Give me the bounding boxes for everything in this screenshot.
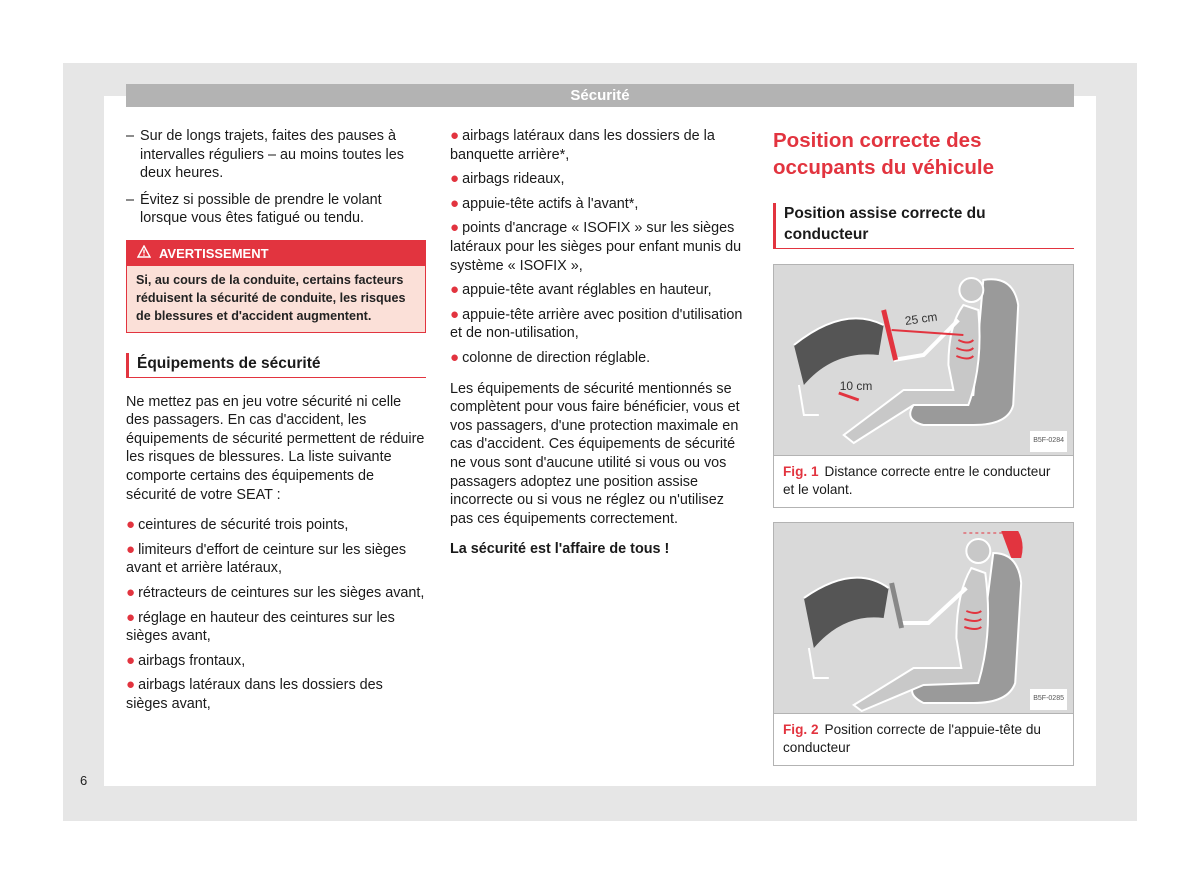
page-title: Position correcte des occupants du véhicule: [773, 129, 994, 179]
list-item: ● colonne de direction réglable.: [450, 348, 651, 366]
warning-title: AVERTISSEMENT: [159, 245, 269, 261]
column-right: [773, 127, 1074, 780]
page-number: 6: [80, 773, 88, 788]
list-item: ● points d'ancrage « ISOFIX » sur les sièges latéraux pour les sièges pour enfant munis du système « ISOFIX »,: [450, 219, 742, 274]
column-middle: [450, 127, 748, 571]
driver-distance-illustration: [774, 265, 1073, 456]
list-item: – Sur de longs trajets, faites des pauses à intervalles réguliers – au moins toutes les deux heures.: [126, 128, 404, 182]
bullet-icon: ●: [450, 170, 460, 188]
bullet-icon: ●: [126, 676, 136, 694]
measure-label: 25 cm: [904, 309, 939, 328]
headrest-illustration: [774, 523, 1073, 714]
list-item: ● limiteurs d'effort de ceinture sur les sièges avant et arrière latéraux,: [126, 540, 407, 577]
bullet-icon: ●: [450, 281, 460, 299]
column-left: [126, 127, 426, 719]
list-item: ● réglage en hauteur des ceintures sur les sièges avant,: [126, 608, 395, 645]
closing-statement: La sécurité est l'affaire de tous !: [450, 541, 670, 558]
figure-number: Fig. 2: [783, 722, 819, 737]
section-heading: Position assise correcte du conducteur: [773, 203, 1074, 249]
warning-box: [126, 240, 426, 333]
warning-text: Si, au cours de la conduite, certains facteurs réduisent la sécurité de conduite, les risques de blessures et d'accident augmentent.: [127, 266, 425, 332]
list-item: ● appuie-tête arrière avec position d'utilisation et de non-utilisation,: [450, 305, 743, 342]
list-item: ● rétracteurs de ceintures sur les sièges avant,: [126, 583, 425, 601]
bullet-icon: ●: [450, 305, 460, 323]
list-item: – Évitez si possible de prendre le volant lorsque vous êtes fatigué ou tendu.: [126, 191, 382, 227]
figure-2: [773, 522, 1074, 766]
list-item: ● airbags latéraux dans les dossiers de la banquette arrière*,: [450, 127, 715, 163]
bullet-icon: ●: [450, 219, 460, 237]
bullet-icon: ●: [450, 194, 460, 212]
list-item: ● airbags latéraux dans les dossiers des sièges avant,: [126, 676, 383, 712]
list-item: ● ceintures de sécurité trois points,: [126, 516, 349, 534]
bullet-icon: ●: [126, 651, 136, 669]
intro-paragraph: Ne mettez pas en jeu votre sécurité ni celle des passagers. En cas d'accident, les équipements de sécurité permettent de réduire les risques de blessures. La liste suivante comporte certains des équipements de sécurité de votre SEAT :: [126, 393, 425, 503]
warning-triangle-icon: [137, 241, 151, 266]
measure-label: 10 cm: [839, 378, 873, 394]
bullet-icon: ●: [126, 516, 136, 534]
figure-caption: Fig. 1 Distance correcte entre le conducteur et le volant.: [783, 464, 1051, 497]
chapter-header: Sécurité: [126, 84, 1074, 107]
list-item: ● appuie-tête actifs à l'avant*,: [450, 194, 639, 212]
figure-caption: Fig. 2 Position correcte de l'appuie-tête du conducteur: [783, 722, 1041, 755]
section-heading: Équipements de sécurité: [126, 353, 426, 378]
list-item: ● appuie-tête avant réglables en hauteur,: [450, 281, 712, 299]
figure-1: [773, 264, 1074, 508]
figure-number: Fig. 1: [783, 464, 819, 479]
bullet-icon: ●: [126, 540, 136, 558]
figure-code: B5F-0285: [1030, 689, 1067, 710]
warning-header: [127, 241, 425, 266]
bullet-icon: ●: [450, 348, 460, 366]
list-item: ● airbags frontaux,: [126, 651, 246, 669]
body-paragraph: Les équipements de sécurité mentionnés se complètent pour vous faire bénéficier, vous et vos passagers, d'une protection maximale en cas d'accident. Ces équipements de sécurité ne vous sont d'aucune utilité si vous ou vos passagers adoptez une position assise incorrecte ou si vous ne réglez ou n'utilisez pas ces équipements correctement.: [450, 380, 740, 527]
list-item: ● airbags rideaux,: [450, 170, 565, 188]
bullet-icon: ●: [126, 608, 136, 626]
figure-code: B5F-0284: [1030, 431, 1067, 452]
bullet-icon: ●: [450, 127, 460, 144]
bullet-icon: ●: [126, 583, 136, 601]
